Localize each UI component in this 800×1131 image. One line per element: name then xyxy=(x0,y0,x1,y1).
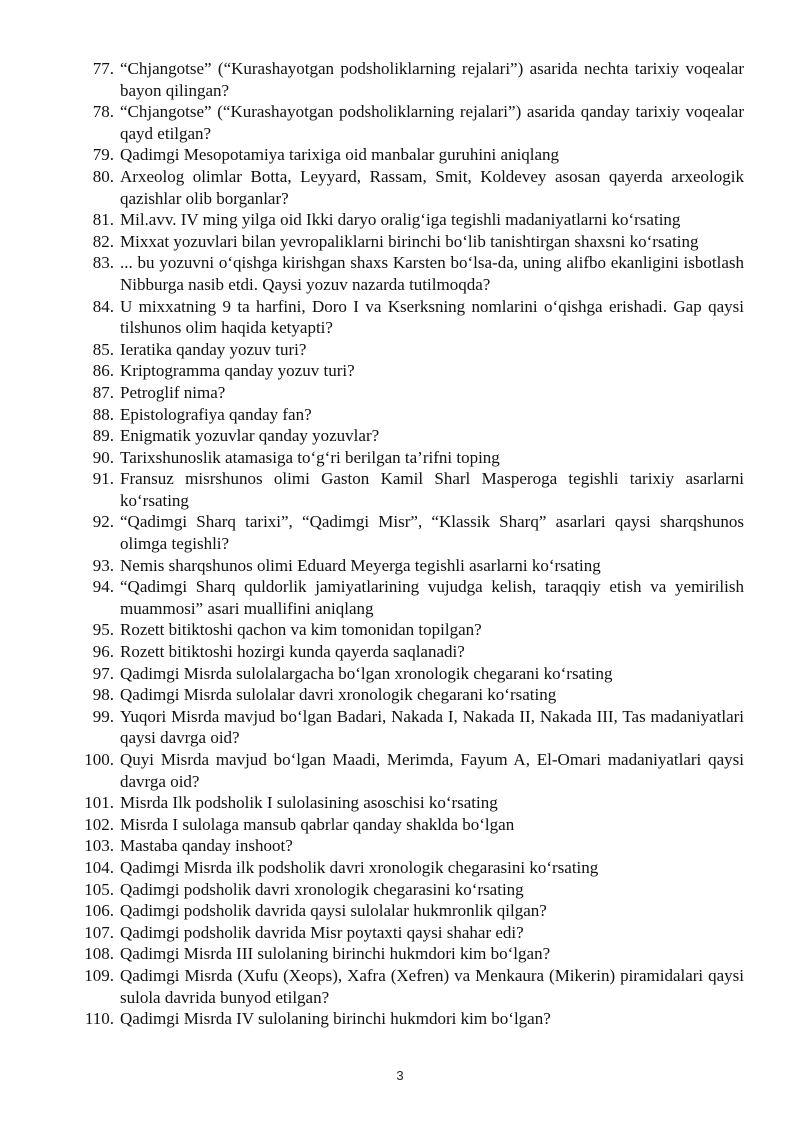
page-number: 3 xyxy=(396,1068,404,1083)
question-text: Nemis sharqshunos olimi Eduard Meyerga tegishli asarlarni ko‘rsating xyxy=(120,555,601,575)
question-number: 84. xyxy=(92,296,114,316)
question-text: Rozett bitiktoshi qachon va kim tomonidan topilgan? xyxy=(120,620,482,640)
question-number: 105. xyxy=(84,879,114,899)
question-number: 79. xyxy=(92,145,114,165)
question-number: 97. xyxy=(92,663,114,683)
question-number: 87. xyxy=(92,382,114,402)
question-item xyxy=(62,555,744,577)
question-item xyxy=(62,209,744,231)
question-text: Misrda Ilk podsholik I sulolasining asoschisi ko‘rsating xyxy=(120,793,498,813)
question-list xyxy=(62,58,744,1030)
question-number: 100. xyxy=(84,750,114,769)
question-text: Qadimgi podsholik davri xronologik chegarasini ko‘rsating xyxy=(120,879,524,899)
question-number: 109. xyxy=(84,965,114,985)
question-text: Quyi Misrda mavjud bo‘lgan Maadi, Merimda, Fayum A, El-Omari madaniyatlari qaysi davrga oid? xyxy=(120,750,744,791)
question-number: 90. xyxy=(92,447,114,467)
question-number: 86. xyxy=(92,361,114,381)
question-number: 77. xyxy=(92,59,114,78)
question-number: 104. xyxy=(84,857,114,877)
question-item xyxy=(62,447,744,469)
question-item xyxy=(62,58,744,101)
question-text: Qadimgi Mesopotamiya tarixiga oid manbalar guruhini aniqlang xyxy=(120,145,560,165)
question-item xyxy=(62,857,744,879)
question-text: “Qadimgi Sharq quldorlik jamiyatlarining vujudga kelish, taraqqiy etish va yemirilish muammosi” asari muallifini aniqlang xyxy=(120,577,744,618)
question-text: Qadimgi Misrda sulolalar davri xronologik chegarani ko‘rsating xyxy=(120,685,557,705)
question-item xyxy=(62,663,744,685)
question-number: 99. xyxy=(92,706,114,726)
question-number: 98. xyxy=(92,685,114,705)
question-text: Qadimgi Misrda (Xufu (Xeops), Xafra (Xefren) va Menkaura (Mikerin) piramidalari qaysi sulola davrida bunyod etilgan? xyxy=(120,965,744,1007)
question-text: Qadimgi podsholik davrida qaysi sulolalar hukmronlik qilgan? xyxy=(120,901,547,921)
question-item xyxy=(62,900,744,922)
question-number: 107. xyxy=(84,922,114,942)
question-text: Misrda I sulolaga mansub qabrlar qanday shaklda bo‘lgan xyxy=(120,814,515,834)
question-text: Yuqori Misrda mavjud bo‘lgan Badari, Nakada I, Nakada II, Nakada III, Tas madaniyatlari qaysi davrga oid? xyxy=(120,706,744,748)
question-item xyxy=(62,144,744,166)
question-text: “Chjangotse” (“Kurashayotgan podsholiklarning rejalari”) asarida nechta tarixiy voqealar bayon qilingan? xyxy=(120,59,744,100)
question-number: 103. xyxy=(84,836,114,856)
question-text: Tarixshunoslik atamasiga to‘g‘ri berilgan ta’rifni toping xyxy=(120,447,500,467)
question-text: Epistolografiya qanday fan? xyxy=(120,404,312,424)
question-item xyxy=(62,296,744,339)
question-item xyxy=(62,1008,744,1030)
question-text: ... bu yozuvni o‘qishga kirishgan shaxs Karsten bo‘lsa-da, uning alifbo ekanligini isbotlash Nibburga nasib etdi. Qaysi yozuv nazarda tutilmoqda? xyxy=(120,253,744,294)
question-item xyxy=(62,576,744,619)
question-number: 108. xyxy=(84,944,114,964)
question-number: 88. xyxy=(92,404,114,424)
question-item xyxy=(62,425,744,447)
question-item xyxy=(62,879,744,901)
question-number: 89. xyxy=(92,426,114,446)
question-number: 82. xyxy=(92,231,114,251)
question-item xyxy=(62,965,744,1008)
question-number: 96. xyxy=(92,642,114,662)
question-number: 80. xyxy=(92,166,114,186)
question-item xyxy=(62,706,744,749)
question-text: Qadimgi Misrda III sulolaning birinchi hukmdori kim bo‘lgan? xyxy=(120,944,551,964)
question-text: Kriptogramma qanday yozuv turi? xyxy=(120,361,355,381)
question-number: 95. xyxy=(92,620,114,640)
question-item xyxy=(62,511,744,554)
question-number: 78. xyxy=(92,102,114,122)
question-text: Mil.avv. IV ming yilga oid Ikki daryo oralig‘iga tegishli madaniyatlarni ko‘rsating xyxy=(120,210,681,230)
question-item xyxy=(62,166,744,209)
question-item xyxy=(62,252,744,295)
question-number: 92. xyxy=(92,512,114,532)
question-text: “Qadimgi Sharq tarixi”, “Qadimgi Misr”, “Klassik Sharq” asarlari qaysi sharqshunos olimga tegishli? xyxy=(120,512,744,554)
question-number: 85. xyxy=(92,339,114,359)
question-item xyxy=(62,814,744,836)
question-item xyxy=(62,641,744,663)
question-number: 91. xyxy=(92,469,114,489)
question-item xyxy=(62,468,744,511)
question-item xyxy=(62,231,744,253)
question-item xyxy=(62,339,744,361)
question-item xyxy=(62,922,744,944)
question-text: “Chjangotse” (“Kurashayotgan podsholiklarning rejalari”) asarida qanday tarixiy voqealar qayd etilgan? xyxy=(120,102,744,143)
question-number: 102. xyxy=(84,814,114,834)
question-item xyxy=(62,749,744,792)
question-text: Fransuz misrshunos olimi Gaston Kamil Sharl Masperoga tegishli tarixiy asarlarni ko‘rsating xyxy=(120,469,744,510)
question-number: 81. xyxy=(92,210,114,230)
question-text: Qadimgi Misrda IV sulolaning birinchi hukmdori kim bo‘lgan? xyxy=(120,1009,551,1029)
question-text: Ieratika qanday yozuv turi? xyxy=(120,339,307,359)
question-item xyxy=(62,943,744,965)
question-item xyxy=(62,404,744,426)
question-text: Qadimgi Misrda ilk podsholik davri xronologik chegarasini ko‘rsating xyxy=(120,857,599,877)
question-item xyxy=(62,684,744,706)
question-text: Petroglif nima? xyxy=(120,382,226,402)
question-number: 101. xyxy=(84,793,114,813)
question-item xyxy=(62,792,744,814)
question-number: 110. xyxy=(84,1009,114,1029)
question-text: Mixxat yozuvlari bilan yevropaliklarni birinchi bo‘lib tanishtirgan shaxsni ko‘rsating xyxy=(120,231,699,251)
question-number: 83. xyxy=(92,253,114,273)
question-text: Mastaba qanday inshoot? xyxy=(120,836,293,856)
question-item xyxy=(62,101,744,144)
question-item xyxy=(62,360,744,382)
question-number: 94. xyxy=(92,577,114,597)
question-text: Enigmatik yozuvlar qanday yozuvlar? xyxy=(120,426,380,446)
question-text: U mixxatning 9 ta harfini, Doro I va Kserksning nomlarini o‘qishga erishadi. Gap qaysi tilshunos olim haqida ketyapti? xyxy=(120,296,744,338)
question-number: 106. xyxy=(84,901,114,921)
question-number: 93. xyxy=(92,555,114,575)
question-item xyxy=(62,619,744,641)
question-text: Arxeolog olimlar Botta, Leyyard, Rassam, Smit, Koldevey asosan qayerda arxeologik qazishlar olib borganlar? xyxy=(120,166,744,208)
question-text: Rozett bitiktoshi hozirgi kunda qayerda saqlanadi? xyxy=(120,642,465,662)
question-text: Qadimgi podsholik davrida Misr poytaxti qaysi shahar edi? xyxy=(120,922,524,942)
question-item xyxy=(62,382,744,404)
question-item xyxy=(62,835,744,857)
question-text: Qadimgi Misrda sulolalargacha bo‘lgan xronologik chegarani ko‘rsating xyxy=(120,663,613,683)
